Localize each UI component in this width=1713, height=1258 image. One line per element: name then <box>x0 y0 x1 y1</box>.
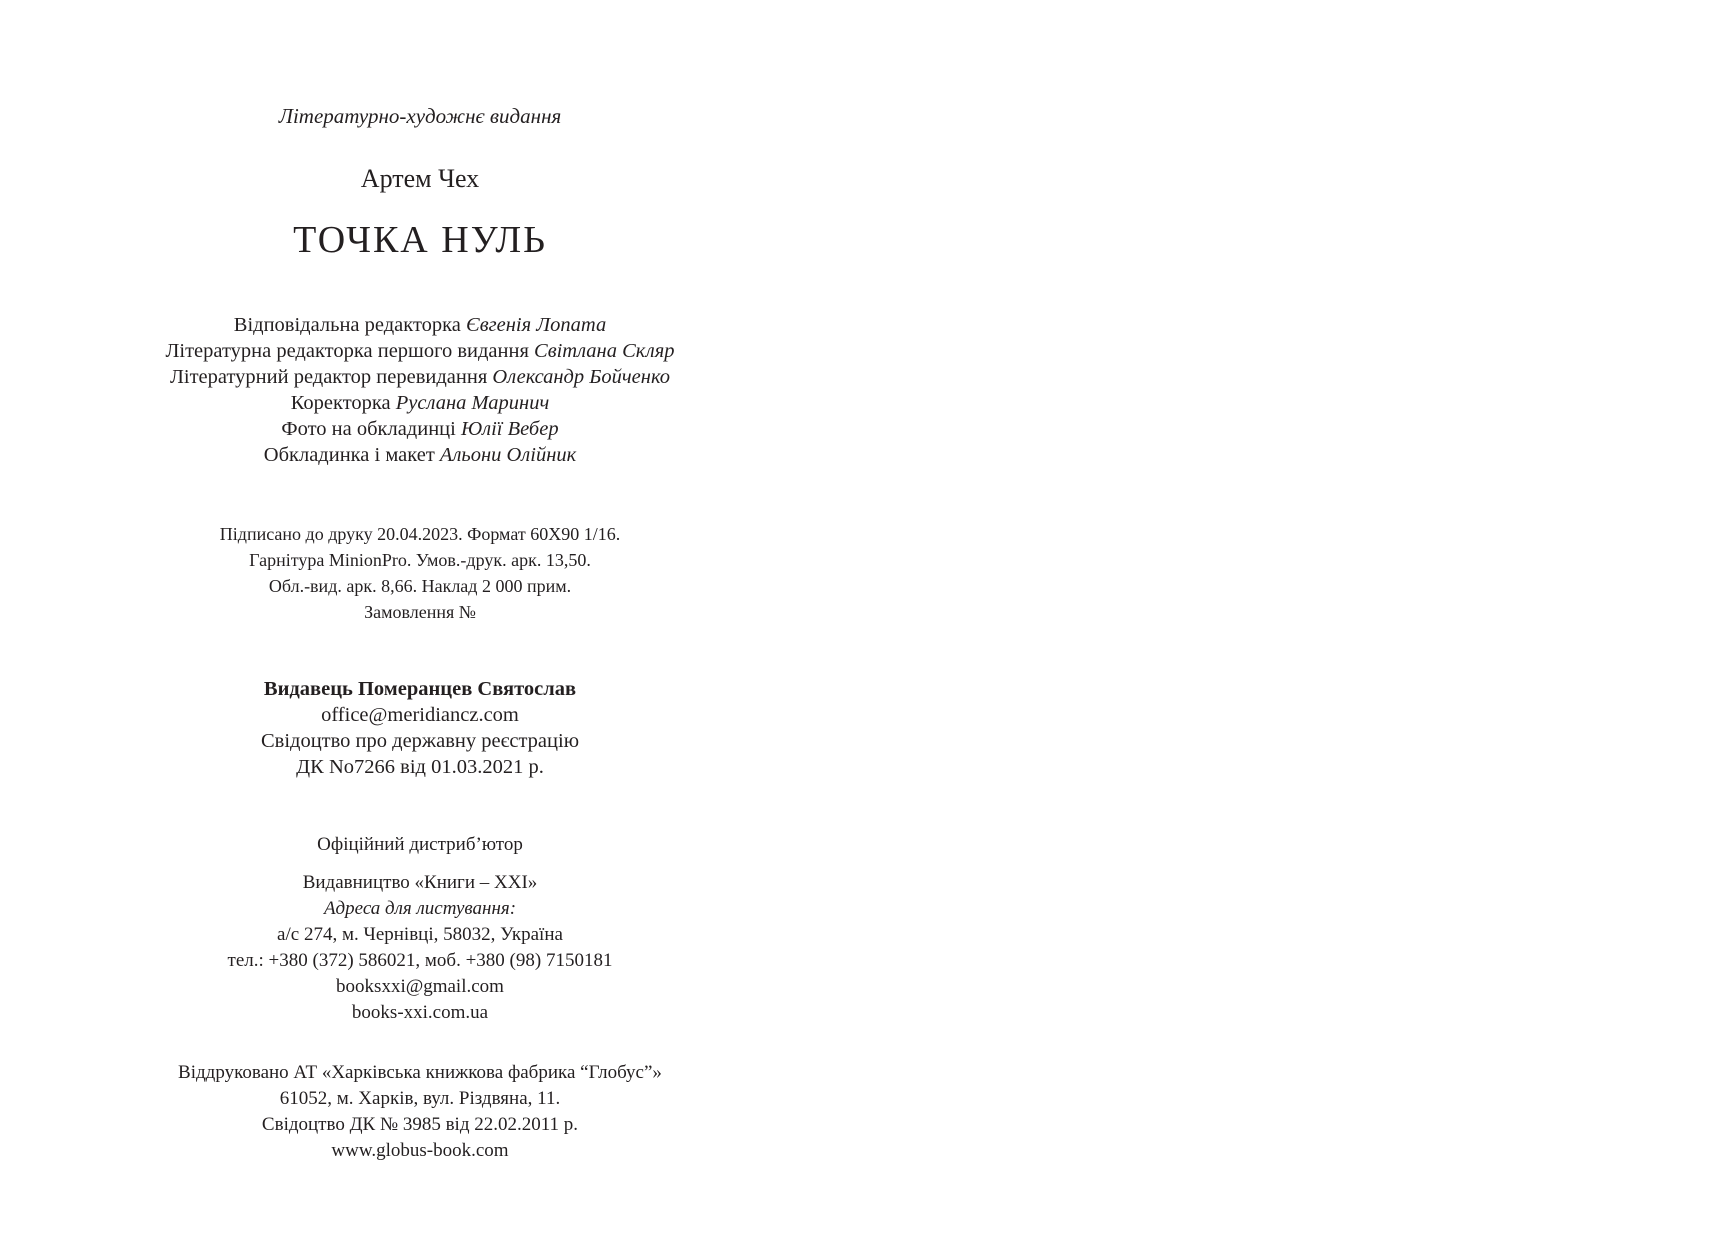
printer-site: www.globus-book.com <box>331 1140 509 1161</box>
printer-certificate: Свідоцтво ДК № 3985 від 22.02.2011 р. <box>261 1114 579 1135</box>
publisher-certificate: Свідоцтво про державну реєстрацію <box>260 730 580 752</box>
distributor-name: Видавництво «Книги – ХХІ» <box>302 872 538 893</box>
publisher-certificate-number: ДК No7266 від 01.03.2021 р. <box>296 756 544 778</box>
credit-role: Обкладинка і макет <box>263 444 435 466</box>
distributor-heading: Офіційний дистриб’ютор <box>317 834 523 855</box>
credit-line <box>0 314 840 337</box>
print-info-line: Обл.-вид. арк. 8,66. Наклад 2 000 прим. <box>268 576 572 596</box>
edition-type: Літературно-художнє видання <box>278 104 562 128</box>
credit-role: Літературна редакторка першого видання <box>165 340 529 362</box>
distributor-phones: тел.: +380 (372) 586021, моб. +380 (98) 7150181 <box>227 950 613 971</box>
distributor-address-label: Адреса для листування: <box>323 898 517 919</box>
credit-name: Олександр Бойченко <box>492 366 670 388</box>
book-title: ТОЧКА НУЛЬ <box>293 219 547 261</box>
credit-role: Коректорка <box>290 392 391 414</box>
credit-name: Світлана Скляр <box>534 340 675 362</box>
print-info-line: Підписано до друку 20.04.2023. Формат 60Х90 1/16. <box>219 524 621 544</box>
print-info-line: Гарнітура MinionPro. Умов.-друк. арк. 13,50. <box>249 550 591 570</box>
credit-name: Альони Олійник <box>439 444 577 466</box>
book-author: Артем Чех <box>360 164 480 193</box>
credit-role: Відповідальна редакторка <box>233 314 461 336</box>
print-info-line: Замовлення № <box>364 602 476 622</box>
printer-name: Віддруковано АТ «Харківська книжкова фабрика “Глобус”» <box>178 1062 662 1083</box>
imprint-page <box>0 0 840 1258</box>
printer-address: 61052, м. Харків, вул. Різдвяна, 11. <box>279 1088 561 1109</box>
credit-name: Руслана Маринич <box>395 392 550 414</box>
distributor-email: booksxxi@gmail.com <box>336 976 504 997</box>
publisher-email: office@meridiancz.com <box>321 704 519 726</box>
credit-role: Літературний редактор перевидання <box>170 366 488 388</box>
credit-name: Юлії Вебер <box>460 418 559 440</box>
credit-line <box>0 418 840 441</box>
credit-line <box>0 366 840 389</box>
publisher-name: Видавець Померанцев Святослав <box>263 678 577 700</box>
distributor-site: books-xxi.com.ua <box>351 1002 489 1023</box>
credit-line <box>0 392 840 415</box>
credit-line <box>0 444 840 467</box>
credit-line <box>0 340 840 363</box>
credit-role: Фото на обкладинці <box>281 418 456 440</box>
credit-name: Євгенія Лопата <box>466 314 607 336</box>
distributor-address: а/с 274, м. Чернівці, 58032, Україна <box>277 924 563 945</box>
